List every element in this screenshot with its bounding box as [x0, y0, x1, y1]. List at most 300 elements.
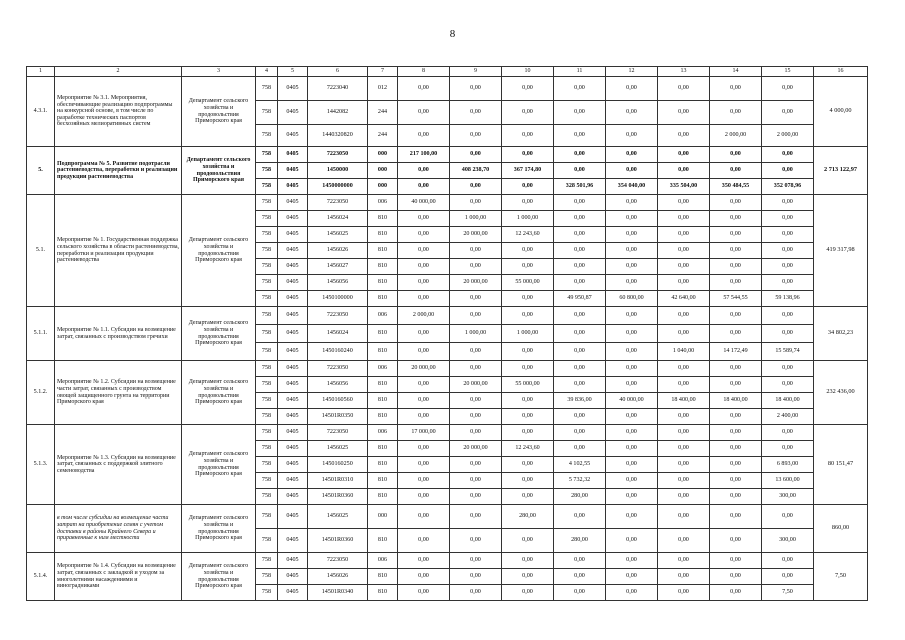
- responsible-department: Департамент сельского хозяйства и продовольствия Приморского края: [182, 77, 256, 147]
- value-cell: 2 000,00: [398, 307, 450, 325]
- value-cell: 0,00: [658, 585, 710, 601]
- value-cell: 0,00: [762, 77, 814, 101]
- value-cell: 0,00: [710, 377, 762, 393]
- value-cell: 0,00: [398, 101, 450, 125]
- value-cell: 810: [368, 393, 398, 409]
- value-cell: 354 040,00: [606, 179, 658, 195]
- value-cell: 40 000,00: [606, 393, 658, 409]
- value-cell: 0,00: [658, 441, 710, 457]
- value-cell: 0,00: [554, 409, 606, 425]
- value-cell: 758: [256, 163, 278, 179]
- value-cell: 0,00: [606, 275, 658, 291]
- value-cell: 7223050: [308, 361, 368, 377]
- value-cell: 0,00: [554, 505, 606, 529]
- value-cell: 006: [368, 307, 398, 325]
- value-cell: 14501R0350: [308, 409, 368, 425]
- value-cell: 0,00: [450, 505, 502, 529]
- header-cell: 13: [658, 67, 710, 77]
- value-cell: 1456056: [308, 377, 368, 393]
- value-cell: 0405: [278, 393, 308, 409]
- value-cell: 1 000,00: [502, 211, 554, 227]
- value-cell: 0,00: [450, 457, 502, 473]
- value-cell: 0,00: [710, 101, 762, 125]
- value-cell: 17 000,00: [398, 425, 450, 441]
- value-cell: 810: [368, 441, 398, 457]
- value-cell: 0,00: [710, 243, 762, 259]
- value-cell: 810: [368, 275, 398, 291]
- header-cell: 3: [182, 67, 256, 77]
- value-cell: 0,00: [606, 259, 658, 275]
- value-cell: 0,00: [710, 553, 762, 569]
- value-cell: 42 640,00: [658, 291, 710, 307]
- value-cell: 0,00: [398, 243, 450, 259]
- value-cell: 758: [256, 211, 278, 227]
- value-cell: 1450100000: [308, 291, 368, 307]
- value-cell: 49 950,87: [554, 291, 606, 307]
- responsible-department: Департамент сельского хозяйства и продовольствия Приморского края: [182, 425, 256, 505]
- value-cell: 0,00: [450, 473, 502, 489]
- header-cell: 4: [256, 67, 278, 77]
- value-cell: 0,00: [554, 377, 606, 393]
- value-cell: 0,00: [658, 553, 710, 569]
- item-code: 5.1.1.: [27, 307, 55, 361]
- value-cell: 2 400,00: [762, 409, 814, 425]
- value-cell: 810: [368, 243, 398, 259]
- value-cell: 0,00: [762, 211, 814, 227]
- value-cell: 12 243,60: [502, 441, 554, 457]
- value-cell: 0,00: [502, 343, 554, 361]
- value-cell: 758: [256, 275, 278, 291]
- group-total: 4 000,00: [814, 77, 868, 147]
- group-total: 419 317,98: [814, 195, 868, 307]
- value-cell: 758: [256, 441, 278, 457]
- value-cell: 280,00: [554, 489, 606, 505]
- value-cell: 0,00: [554, 569, 606, 585]
- group-total: 2 713 122,97: [814, 147, 868, 195]
- item-description: Подпрограмма № 5. Развитие подотрасли растениеводства, переработки и реализации продукции растениеводства: [55, 147, 182, 195]
- value-cell: 0405: [278, 325, 308, 343]
- value-cell: 0,00: [502, 125, 554, 147]
- item-code: 5.1.4.: [27, 553, 55, 601]
- value-cell: 0,00: [762, 147, 814, 163]
- value-cell: 1450160560: [308, 393, 368, 409]
- value-cell: 758: [256, 227, 278, 243]
- value-cell: 0,00: [606, 489, 658, 505]
- value-cell: 810: [368, 291, 398, 307]
- value-cell: 0,00: [554, 425, 606, 441]
- value-cell: 0,00: [606, 147, 658, 163]
- value-cell: 0,00: [762, 101, 814, 125]
- value-cell: 0,00: [450, 425, 502, 441]
- value-cell: 0,00: [606, 529, 658, 553]
- value-cell: 0,00: [762, 259, 814, 275]
- value-cell: 0405: [278, 457, 308, 473]
- value-cell: 0,00: [762, 425, 814, 441]
- value-cell: 55 000,00: [502, 377, 554, 393]
- value-cell: 0,00: [658, 77, 710, 101]
- value-cell: 000: [368, 147, 398, 163]
- value-cell: 0,00: [710, 529, 762, 553]
- value-cell: 0,00: [398, 553, 450, 569]
- header-cell: 1: [27, 67, 55, 77]
- value-cell: 1 000,00: [502, 325, 554, 343]
- group-total: 7,50: [814, 553, 868, 601]
- value-cell: 1456024: [308, 211, 368, 227]
- value-cell: 1450160250: [308, 457, 368, 473]
- value-cell: 0,00: [502, 179, 554, 195]
- value-cell: 1456025: [308, 227, 368, 243]
- value-cell: 0,00: [450, 409, 502, 425]
- value-cell: 335 504,00: [658, 179, 710, 195]
- value-cell: 300,00: [762, 529, 814, 553]
- value-cell: 0,00: [606, 243, 658, 259]
- value-cell: 0,00: [554, 307, 606, 325]
- item-description: Мероприятие № 1.4. Субсидии на возмещение затрат, связанных с закладкой и уходом за многолетними насаждениями и виноградниками: [55, 553, 182, 601]
- value-cell: 0405: [278, 489, 308, 505]
- value-cell: 0,00: [502, 529, 554, 553]
- table-row: [27, 553, 868, 569]
- value-cell: 0,00: [658, 147, 710, 163]
- value-cell: 1442082: [308, 101, 368, 125]
- value-cell: 0405: [278, 163, 308, 179]
- item-code: 5.1.2.: [27, 361, 55, 425]
- value-cell: 0,00: [398, 377, 450, 393]
- value-cell: 0,00: [658, 211, 710, 227]
- value-cell: 810: [368, 585, 398, 601]
- value-cell: 0,00: [398, 163, 450, 179]
- value-cell: 0,00: [450, 179, 502, 195]
- value-cell: 0,00: [606, 125, 658, 147]
- value-cell: 4 102,55: [554, 457, 606, 473]
- value-cell: 810: [368, 259, 398, 275]
- value-cell: 006: [368, 361, 398, 377]
- value-cell: 0405: [278, 529, 308, 553]
- value-cell: 810: [368, 457, 398, 473]
- value-cell: 2 000,00: [710, 125, 762, 147]
- value-cell: 328 501,96: [554, 179, 606, 195]
- value-cell: 758: [256, 361, 278, 377]
- responsible-department: Департамент сельского хозяйства и продовольствия Приморского края: [182, 505, 256, 553]
- value-cell: 0,00: [710, 585, 762, 601]
- value-cell: 1 000,00: [450, 211, 502, 227]
- value-cell: 0,00: [710, 425, 762, 441]
- value-cell: 758: [256, 291, 278, 307]
- value-cell: 0,00: [710, 259, 762, 275]
- value-cell: 1456025: [308, 505, 368, 529]
- value-cell: 006: [368, 553, 398, 569]
- responsible-department: Департамент сельского хозяйства и продовольствия Приморского края: [182, 553, 256, 601]
- value-cell: 7,50: [762, 585, 814, 601]
- value-cell: 0,00: [398, 125, 450, 147]
- value-cell: 0,00: [450, 489, 502, 505]
- header-row: [27, 67, 868, 77]
- value-cell: 20 000,00: [450, 377, 502, 393]
- value-cell: 0,00: [398, 179, 450, 195]
- responsible-department: Департамент сельского хозяйства и продовольствия Приморского края: [182, 361, 256, 425]
- header-cell: 11: [554, 67, 606, 77]
- value-cell: 0,00: [450, 529, 502, 553]
- value-cell: 352 078,96: [762, 179, 814, 195]
- value-cell: 0405: [278, 361, 308, 377]
- value-cell: 0,00: [502, 457, 554, 473]
- item-description: Мероприятие № 1.3. Субсидии на возмещение затрат, связанных с поддержкой элитного семеноводства: [55, 425, 182, 505]
- item-description: Мероприятие № 3.1. Мероприятия, обеспечивающие реализацию подпрограммы на конкурсной основе, в том числе по разработке технических паспортов бесхозяйных мелиоративных систем: [55, 77, 182, 147]
- value-cell: 1456027: [308, 259, 368, 275]
- value-cell: 758: [256, 243, 278, 259]
- value-cell: 0,00: [710, 163, 762, 179]
- value-cell: 0,00: [554, 343, 606, 361]
- value-cell: 0,00: [502, 195, 554, 211]
- value-cell: 1456024: [308, 325, 368, 343]
- value-cell: 0,00: [554, 259, 606, 275]
- value-cell: 758: [256, 343, 278, 361]
- value-cell: 244: [368, 125, 398, 147]
- value-cell: 0,00: [398, 325, 450, 343]
- value-cell: 0,00: [762, 569, 814, 585]
- value-cell: 810: [368, 409, 398, 425]
- value-cell: 0,00: [762, 243, 814, 259]
- value-cell: 0,00: [554, 101, 606, 125]
- value-cell: 300,00: [762, 489, 814, 505]
- value-cell: 350 484,55: [710, 179, 762, 195]
- value-cell: 810: [368, 489, 398, 505]
- value-cell: 0,00: [606, 473, 658, 489]
- value-cell: 0,00: [658, 259, 710, 275]
- table-row: [27, 425, 868, 441]
- value-cell: 0,00: [554, 585, 606, 601]
- value-cell: 0405: [278, 77, 308, 101]
- value-cell: 20 000,00: [450, 441, 502, 457]
- value-cell: 14501R0360: [308, 489, 368, 505]
- value-cell: 758: [256, 259, 278, 275]
- value-cell: 0,00: [554, 77, 606, 101]
- value-cell: 0,00: [606, 307, 658, 325]
- value-cell: 0,00: [554, 243, 606, 259]
- value-cell: 0,00: [658, 409, 710, 425]
- value-cell: 0405: [278, 275, 308, 291]
- value-cell: 0,00: [710, 409, 762, 425]
- value-cell: 0405: [278, 259, 308, 275]
- value-cell: 0,00: [658, 425, 710, 441]
- value-cell: 0405: [278, 569, 308, 585]
- value-cell: 0,00: [398, 77, 450, 101]
- value-cell: 1456025: [308, 441, 368, 457]
- value-cell: 0,00: [398, 473, 450, 489]
- value-cell: 758: [256, 77, 278, 101]
- value-cell: 0,00: [606, 457, 658, 473]
- value-cell: 20 000,00: [450, 227, 502, 243]
- value-cell: 2 000,00: [762, 125, 814, 147]
- value-cell: 0,00: [658, 243, 710, 259]
- value-cell: 0,00: [658, 505, 710, 529]
- value-cell: 0,00: [450, 569, 502, 585]
- value-cell: 0405: [278, 227, 308, 243]
- value-cell: 59 138,96: [762, 291, 814, 307]
- value-cell: 758: [256, 425, 278, 441]
- value-cell: 7223050: [308, 553, 368, 569]
- header-cell: 12: [606, 67, 658, 77]
- value-cell: 810: [368, 227, 398, 243]
- responsible-department: Департамент сельского хозяйства и продовольствия Приморского края: [182, 307, 256, 361]
- group-total: 80 151,47: [814, 425, 868, 505]
- header-cell: 5: [278, 67, 308, 77]
- value-cell: 0,00: [450, 585, 502, 601]
- value-cell: 0,00: [762, 441, 814, 457]
- value-cell: 6 893,00: [762, 457, 814, 473]
- item-code: 4.3.1.: [27, 77, 55, 147]
- value-cell: 217 100,00: [398, 147, 450, 163]
- value-cell: 0,00: [658, 377, 710, 393]
- value-cell: 758: [256, 393, 278, 409]
- value-cell: 18 400,00: [710, 393, 762, 409]
- value-cell: 758: [256, 179, 278, 195]
- value-cell: 0,00: [450, 259, 502, 275]
- value-cell: 0,00: [502, 425, 554, 441]
- value-cell: 0,00: [710, 325, 762, 343]
- value-cell: 0,00: [554, 227, 606, 243]
- value-cell: 0,00: [606, 343, 658, 361]
- value-cell: 1 000,00: [450, 325, 502, 343]
- value-cell: 0,00: [606, 505, 658, 529]
- value-cell: 758: [256, 325, 278, 343]
- value-cell: 0,00: [554, 275, 606, 291]
- value-cell: 0,00: [450, 77, 502, 101]
- header-cell: 8: [398, 67, 450, 77]
- value-cell: 0,00: [606, 441, 658, 457]
- value-cell: 758: [256, 585, 278, 601]
- value-cell: 0,00: [606, 163, 658, 179]
- value-cell: 0,00: [398, 441, 450, 457]
- value-cell: 408 238,70: [450, 163, 502, 179]
- value-cell: 5 732,32: [554, 473, 606, 489]
- value-cell: 0405: [278, 553, 308, 569]
- value-cell: 1456026: [308, 243, 368, 259]
- value-cell: 0,00: [710, 77, 762, 101]
- value-cell: 0,00: [554, 553, 606, 569]
- value-cell: 0,00: [502, 473, 554, 489]
- value-cell: 0,00: [762, 505, 814, 529]
- value-cell: 0,00: [762, 275, 814, 291]
- value-cell: 1450000: [308, 163, 368, 179]
- value-cell: 0,00: [606, 195, 658, 211]
- value-cell: 0,00: [658, 275, 710, 291]
- value-cell: 280,00: [502, 505, 554, 529]
- value-cell: 758: [256, 409, 278, 425]
- value-cell: 0,00: [710, 361, 762, 377]
- value-cell: 006: [368, 195, 398, 211]
- value-cell: 0,00: [606, 553, 658, 569]
- value-cell: 0,00: [450, 195, 502, 211]
- value-cell: 0,00: [710, 569, 762, 585]
- value-cell: 0,00: [502, 243, 554, 259]
- value-cell: 0,00: [710, 473, 762, 489]
- value-cell: 0,00: [502, 489, 554, 505]
- table-row: [27, 77, 868, 101]
- value-cell: 0,00: [658, 307, 710, 325]
- value-cell: 0,00: [398, 211, 450, 227]
- value-cell: 0,00: [554, 361, 606, 377]
- value-cell: 0,00: [502, 259, 554, 275]
- value-cell: 0,00: [606, 77, 658, 101]
- value-cell: 758: [256, 307, 278, 325]
- header-cell: 15: [762, 67, 814, 77]
- value-cell: 1450000000: [308, 179, 368, 195]
- value-cell: 0405: [278, 147, 308, 163]
- value-cell: 0405: [278, 343, 308, 361]
- header-cell: 2: [55, 67, 182, 77]
- value-cell: 0,00: [658, 529, 710, 553]
- value-cell: 18 400,00: [762, 393, 814, 409]
- value-cell: 0,00: [710, 275, 762, 291]
- value-cell: 758: [256, 473, 278, 489]
- value-cell: 0405: [278, 195, 308, 211]
- page-number: 8: [449, 28, 456, 40]
- item-code: 5.1.: [27, 195, 55, 307]
- value-cell: 1450160240: [308, 343, 368, 361]
- value-cell: 0,00: [398, 275, 450, 291]
- value-cell: 0,00: [450, 243, 502, 259]
- value-cell: 0,00: [398, 569, 450, 585]
- value-cell: 0,00: [502, 291, 554, 307]
- value-cell: 758: [256, 489, 278, 505]
- value-cell: 57 544,55: [710, 291, 762, 307]
- value-cell: 0,00: [450, 101, 502, 125]
- value-cell: 758: [256, 195, 278, 211]
- value-cell: 1456056: [308, 275, 368, 291]
- value-cell: 0,00: [398, 291, 450, 307]
- value-cell: 006: [368, 425, 398, 441]
- value-cell: 0,00: [398, 393, 450, 409]
- value-cell: 0,00: [554, 441, 606, 457]
- value-cell: 20 000,00: [398, 361, 450, 377]
- value-cell: 7223050: [308, 425, 368, 441]
- value-cell: 000: [368, 163, 398, 179]
- value-cell: 0,00: [658, 489, 710, 505]
- value-cell: 1440320820: [308, 125, 368, 147]
- item-code: 5.: [27, 147, 55, 195]
- value-cell: 0,00: [554, 325, 606, 343]
- item-description: Мероприятие № 1. Государственная поддержка сельского хозяйства в области растениеводства, переработки и реализации продукции растениеводства: [55, 195, 182, 307]
- value-cell: 0,00: [502, 585, 554, 601]
- value-cell: 0,00: [606, 101, 658, 125]
- value-cell: 0,00: [762, 377, 814, 393]
- value-cell: 758: [256, 101, 278, 125]
- value-cell: 0,00: [658, 473, 710, 489]
- value-cell: 1456026: [308, 569, 368, 585]
- value-cell: 810: [368, 343, 398, 361]
- value-cell: 0,00: [710, 147, 762, 163]
- value-cell: 0,00: [450, 307, 502, 325]
- value-cell: 14501R0360: [308, 529, 368, 553]
- value-cell: 0,00: [606, 585, 658, 601]
- value-cell: 0,00: [762, 307, 814, 325]
- value-cell: 0,00: [606, 227, 658, 243]
- value-cell: 0,00: [606, 425, 658, 441]
- value-cell: 758: [256, 125, 278, 147]
- value-cell: 367 174,80: [502, 163, 554, 179]
- value-cell: 0,00: [658, 569, 710, 585]
- header-cell: 10: [502, 67, 554, 77]
- value-cell: 0,00: [710, 441, 762, 457]
- value-cell: 0,00: [658, 325, 710, 343]
- value-cell: 0405: [278, 291, 308, 307]
- value-cell: 0,00: [658, 125, 710, 147]
- value-cell: 39 836,00: [554, 393, 606, 409]
- value-cell: 0,00: [710, 195, 762, 211]
- value-cell: 0,00: [450, 343, 502, 361]
- value-cell: 0,00: [658, 101, 710, 125]
- value-cell: 0,00: [762, 325, 814, 343]
